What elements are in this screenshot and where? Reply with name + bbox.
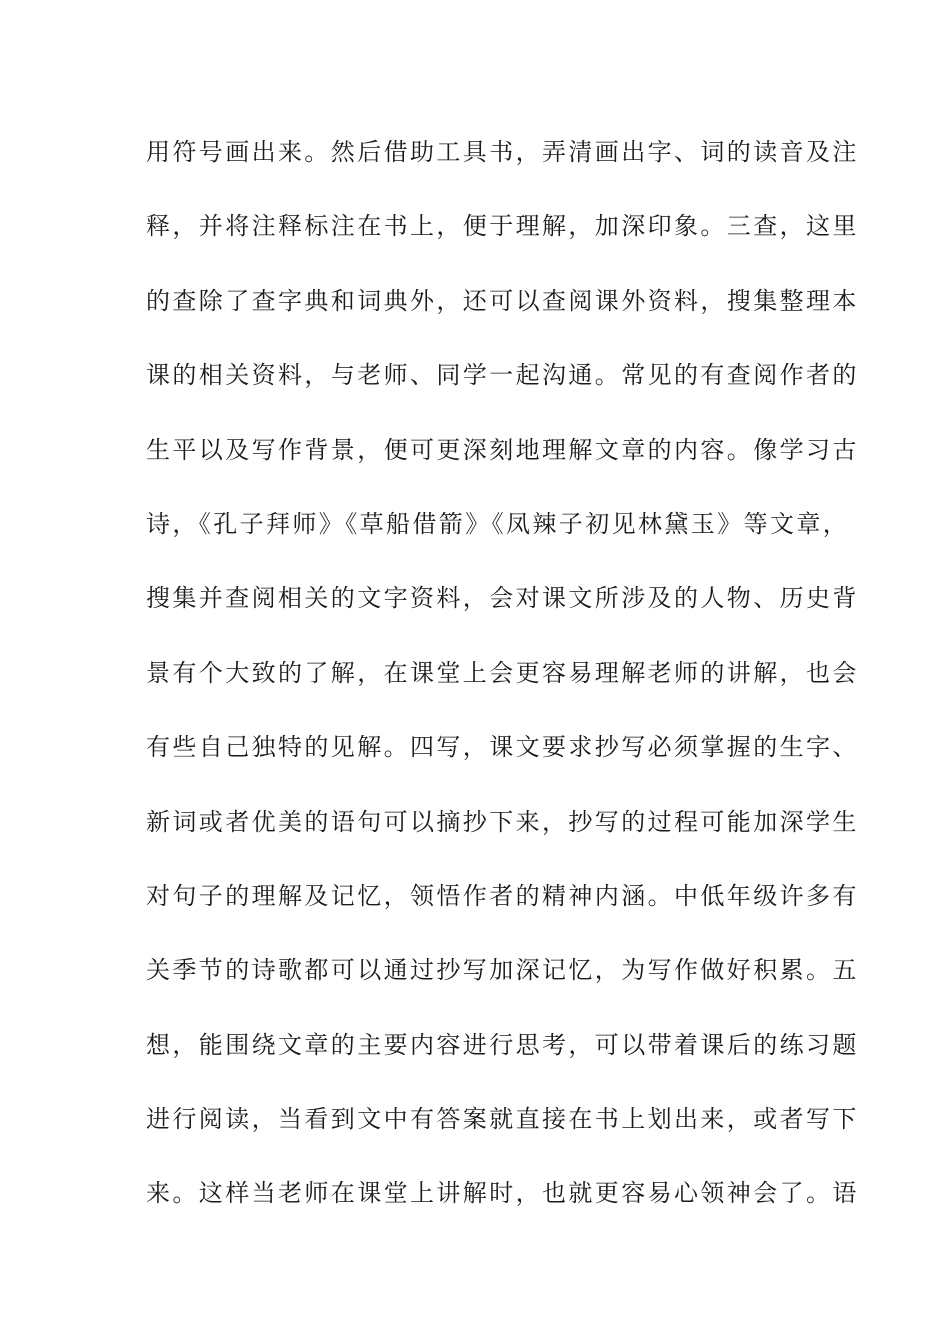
text-line: 生平以及写作背景，便可更深刻地理解文章的内容。像学习古 [146, 435, 859, 464]
text-line: 用符号画出来。然后借助工具书，弄清画出字、词的读音及注 [146, 138, 859, 166]
text-line: 来。这样当老师在课堂上讲解时，也就更容易心领神会了。语 [146, 1179, 859, 1208]
text-line: 释，并将注释标注在书上，便于理解，加深印象。三查，这里 [146, 212, 859, 241]
text-line: 想，能围绕文章的主要内容进行思考，可以带着课后的练习题 [146, 1030, 859, 1059]
text-line: 关季节的诗歌都可以通过抄写加深记忆，为写作做好积累。五 [146, 956, 859, 985]
text-line: 的查除了查字典和词典外，还可以查阅课外资料，搜集整理本 [146, 286, 859, 315]
text-line: 诗，《孔子拜师》《草船借箭》《凤辣子初见林黛玉》等文章， [146, 509, 850, 538]
text-line: 有些自己独特的见解。四写，课文要求抄写必须掌握的生字、 [146, 733, 859, 762]
text-line: 进行阅读，当看到文中有答案就直接在书上划出来，或者写下 [146, 1105, 859, 1134]
text-line: 搜集并查阅相关的文字资料，会对课文所涉及的人物、历史背 [146, 584, 859, 613]
text-line: 对句子的理解及记忆，领悟作者的精神内涵。中低年级许多有 [146, 881, 859, 910]
text-line: 课的相关资料，与老师、同学一起沟通。常见的有查阅作者的 [146, 361, 859, 390]
text-line: 新词或者优美的语句可以摘抄下来，抄写的过程可能加深学生 [146, 807, 859, 836]
text-line: 景有个大致的了解，在课堂上会更容易理解老师的讲解，也会 [146, 658, 859, 687]
body-paragraph [146, 130, 859, 1246]
